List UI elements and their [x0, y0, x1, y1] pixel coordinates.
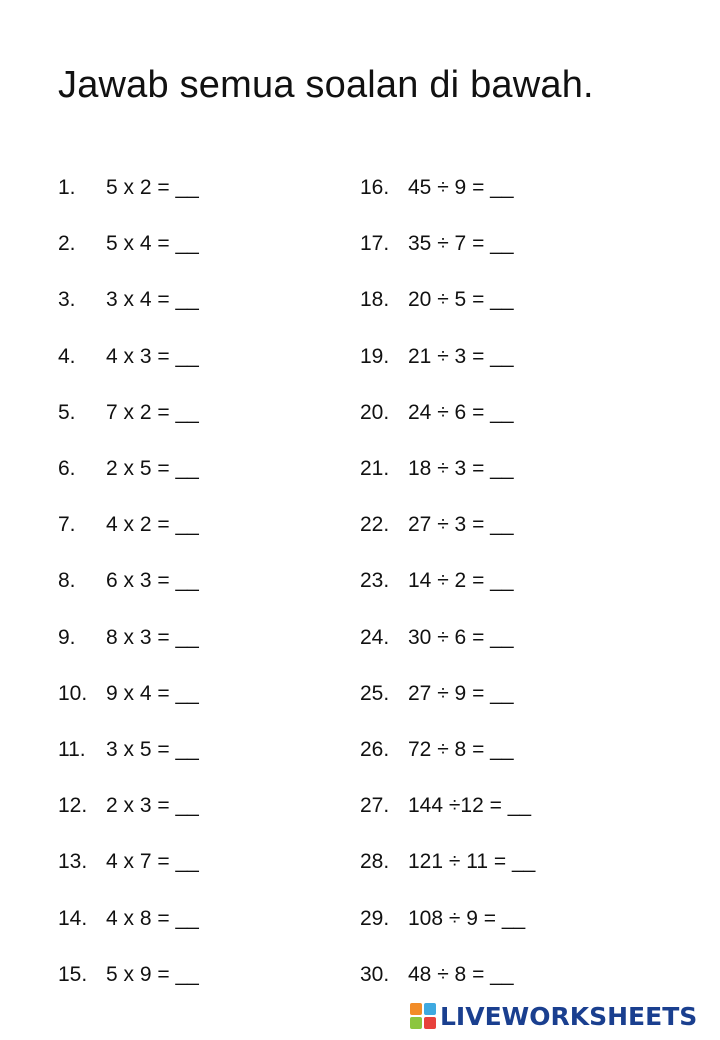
logo-text: LIVEWORKSHEETS	[440, 1001, 698, 1031]
question-number: 5.	[58, 400, 76, 424]
question-text: 3 x 5 = __	[106, 737, 199, 761]
question-text: 121 ÷ 11 = __	[408, 850, 536, 874]
question-item	[360, 666, 535, 722]
question-text: 8 x 3 = __	[106, 625, 199, 649]
question-number: 2.	[58, 232, 76, 256]
logo-tile-red	[424, 1017, 436, 1029]
question-item	[58, 441, 199, 497]
question-item	[58, 160, 199, 216]
logo-tile-blue	[424, 1003, 436, 1015]
question-item	[360, 722, 535, 778]
question-text: 4 x 2 = __	[106, 513, 199, 537]
question-number: 16.	[360, 176, 390, 200]
question-text: 45 ÷ 9 = __	[408, 176, 514, 200]
question-item	[360, 553, 535, 609]
question-item	[58, 385, 199, 441]
question-item	[58, 778, 199, 834]
question-number: 27.	[360, 794, 390, 818]
question-text: 5 x 4 = __	[106, 232, 199, 256]
question-text: 35 ÷ 7 = __	[408, 232, 514, 256]
question-text: 5 x 9 = __	[106, 962, 199, 986]
question-number: 6.	[58, 457, 76, 481]
question-text: 6 x 3 = __	[106, 569, 199, 593]
question-number: 22.	[360, 513, 390, 537]
question-number: 10.	[58, 681, 88, 705]
liveworksheets-logo-icon	[410, 1003, 436, 1029]
question-item	[360, 610, 535, 666]
question-number: 21.	[360, 457, 390, 481]
question-item	[58, 890, 199, 946]
question-number: 29.	[360, 906, 390, 930]
question-item	[58, 834, 199, 890]
questions-column-left	[58, 160, 199, 1003]
liveworksheets-logo	[410, 998, 697, 1034]
worksheet-title: Jawab semua soalan di bawah.	[58, 64, 594, 106]
question-number: 30.	[360, 962, 390, 986]
question-item	[360, 216, 535, 272]
question-number: 15.	[58, 962, 88, 986]
question-number: 23.	[360, 569, 390, 593]
question-number: 9.	[58, 625, 76, 649]
question-item	[58, 216, 199, 272]
question-text: 48 ÷ 8 = __	[408, 962, 514, 986]
question-text: 20 ÷ 5 = __	[408, 288, 514, 312]
question-item	[58, 272, 199, 328]
question-text: 2 x 5 = __	[106, 457, 199, 481]
question-number: 28.	[360, 850, 390, 874]
question-item	[58, 722, 199, 778]
question-number: 3.	[58, 288, 76, 312]
question-text: 7 x 2 = __	[106, 400, 199, 424]
question-number: 4.	[58, 344, 76, 368]
question-text: 108 ÷ 9 = __	[408, 906, 526, 930]
question-item	[58, 610, 199, 666]
question-number: 20.	[360, 400, 390, 424]
question-number: 26.	[360, 737, 390, 761]
logo-tile-green	[410, 1017, 422, 1029]
question-text: 24 ÷ 6 = __	[408, 400, 514, 424]
question-item	[58, 497, 199, 553]
question-number: 14.	[58, 906, 88, 930]
question-number: 13.	[58, 850, 88, 874]
question-text: 4 x 3 = __	[106, 344, 199, 368]
question-number: 7.	[58, 513, 76, 537]
question-text: 4 x 8 = __	[106, 906, 199, 930]
questions-column-right	[360, 160, 535, 1003]
question-number: 1.	[58, 176, 76, 200]
question-number: 8.	[58, 569, 76, 593]
question-text: 27 ÷ 9 = __	[408, 681, 514, 705]
question-text: 5 x 2 = __	[106, 176, 199, 200]
question-item	[360, 778, 535, 834]
question-number: 25.	[360, 681, 390, 705]
question-number: 24.	[360, 625, 390, 649]
logo-tile-orange	[410, 1003, 422, 1015]
question-number: 17.	[360, 232, 390, 256]
question-item	[360, 160, 535, 216]
question-text: 21 ÷ 3 = __	[408, 344, 514, 368]
question-text: 4 x 7 = __	[106, 850, 199, 874]
question-item	[58, 329, 199, 385]
question-item	[58, 553, 199, 609]
question-item	[360, 385, 535, 441]
question-number: 18.	[360, 288, 390, 312]
question-item	[360, 890, 535, 946]
question-number: 19.	[360, 344, 390, 368]
question-number: 11.	[58, 737, 86, 761]
question-text: 2 x 3 = __	[106, 794, 199, 818]
question-text: 27 ÷ 3 = __	[408, 513, 514, 537]
question-item	[360, 441, 535, 497]
question-item	[360, 329, 535, 385]
question-item	[360, 497, 535, 553]
question-text: 144 ÷12 = __	[408, 794, 532, 818]
question-text: 3 x 4 = __	[106, 288, 199, 312]
question-item	[58, 947, 199, 1003]
question-item	[360, 947, 535, 1003]
question-item	[58, 666, 199, 722]
question-text: 30 ÷ 6 = __	[408, 625, 514, 649]
question-item	[360, 272, 535, 328]
question-text: 18 ÷ 3 = __	[408, 457, 514, 481]
question-text: 14 ÷ 2 = __	[408, 569, 514, 593]
question-text: 72 ÷ 8 = __	[408, 737, 514, 761]
question-item	[360, 834, 535, 890]
question-text: 9 x 4 = __	[106, 681, 199, 705]
question-number: 12.	[58, 794, 88, 818]
